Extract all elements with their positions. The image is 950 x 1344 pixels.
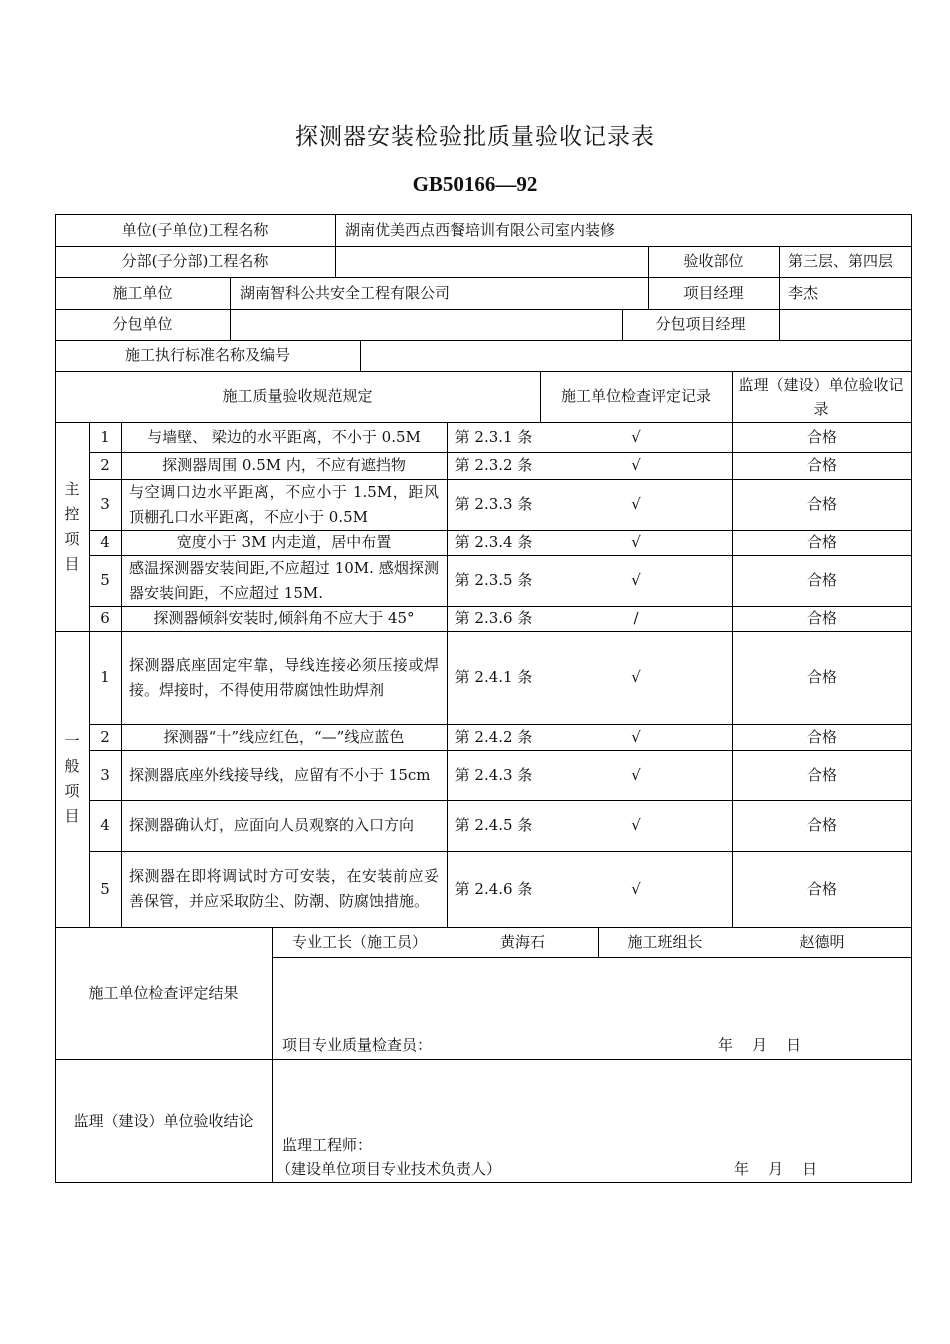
item-check-mark: √: [631, 495, 641, 513]
item-clause: 第 2.3.3 条: [454, 495, 533, 513]
item-number: 2: [100, 727, 110, 746]
inspector-label: 项目专业质量检查员：: [282, 1036, 433, 1054]
project-name-value: 湖南优美西点西餐培训有限公司室内装修: [345, 221, 616, 239]
item-result: 合格: [806, 427, 837, 446]
item-number: 5: [100, 879, 110, 898]
item-check-mark: √: [631, 533, 641, 551]
item-result: 合格: [806, 495, 837, 513]
item-check-mark: √: [631, 816, 641, 834]
item-result: 合格: [806, 765, 837, 784]
item-check-mark: √: [631, 456, 641, 474]
item-clause: 第 2.3.5 条: [454, 571, 533, 589]
construction-unit-label: 施工单位: [112, 283, 173, 302]
item-clause: 第 2.4.6 条: [454, 879, 533, 898]
item-spec: [121, 631, 447, 724]
sub-manager-label: 分包项目经理: [655, 315, 746, 333]
item-spec: [121, 800, 447, 851]
item-number: 1: [100, 427, 110, 446]
acceptance-part-label: 验收部位: [683, 252, 744, 270]
item-spec-text: 探测器倾斜安装时,倾斜角不应大于 45°: [153, 609, 415, 627]
project-manager-value: 李杰: [788, 284, 819, 302]
item-check-mark: √: [631, 879, 641, 898]
item-spec: [121, 452, 447, 479]
item-check-mark: √: [631, 668, 641, 686]
item-clause: 第 2.3.1 条: [454, 427, 533, 446]
item-check-mark: √: [631, 571, 641, 589]
item-spec-text: 与墙壁、 梁边的水平距离，不小于 0.5M: [147, 427, 421, 446]
item-spec: [121, 422, 447, 452]
team-leader-value: 赵德明: [799, 932, 845, 951]
item-result: 合格: [806, 571, 837, 589]
supervision-column-header: 监理（建设）单位验收记录: [738, 376, 904, 418]
standard-label: 施工执行标准名称及编号: [124, 346, 290, 364]
item-number: 1: [100, 668, 110, 686]
item-check-mark: √: [631, 727, 641, 746]
engineer-label: 监理工程师：: [282, 1136, 373, 1154]
owner-label: （建设单位项目专业技术负责人）: [276, 1160, 502, 1178]
item-result: 合格: [806, 456, 837, 474]
foreman-value: 黄海石: [499, 932, 545, 951]
item-number: 6: [100, 609, 110, 627]
item-spec: [121, 530, 447, 555]
item-spec-text: 探测器周围 0.5M 内，不应有遮挡物: [162, 456, 406, 474]
project-manager-label: 项目经理: [683, 283, 744, 302]
item-spec-text: 探测器底座外线接导线，应留有不小于 15cm: [129, 765, 431, 784]
item-number: 4: [100, 816, 110, 834]
item-spec: [121, 750, 447, 800]
item-result: 合格: [806, 668, 837, 686]
item-result: 合格: [806, 609, 837, 627]
item-spec: [121, 555, 447, 606]
item-clause: 第 2.3.2 条: [454, 456, 533, 474]
item-spec: [121, 479, 447, 530]
standard-code: GB50166—92: [412, 172, 538, 196]
subsection-label: 分部(子分部)工程名称: [121, 252, 269, 270]
date-1: 年 月 日: [718, 1036, 802, 1054]
item-spec: [121, 724, 447, 750]
item-result: 合格: [806, 879, 837, 898]
item-spec: [121, 851, 447, 927]
team-leader-label: 施工班组长: [627, 932, 703, 951]
item-check-mark: /: [633, 609, 639, 627]
item-check-mark: √: [631, 765, 641, 784]
item-result: 合格: [806, 727, 837, 746]
item-clause: 第 2.4.2 条: [454, 727, 533, 746]
item-clause: 第 2.4.3 条: [454, 765, 533, 784]
general-group-label: 一般项目: [64, 732, 80, 825]
item-result: 合格: [806, 533, 837, 551]
item-spec-text: 探测器确认灯，应面向人员观察的入口方向: [129, 816, 415, 834]
item-clause: 第 2.4.1 条: [454, 668, 533, 686]
item-clause: 第 2.3.6 条: [454, 609, 533, 627]
item-spec-text: 探测器在即将调试时方可安装，在安装前应妥善保管，并应采取防尘、防潮、防腐蚀措施。: [129, 867, 439, 910]
item-spec-text: 感温探测器安装间距,不应超过 10M. 感烟探测器安装间距，不应超过 15M.: [129, 558, 439, 602]
item-spec-text: 宽度小于 3M 内走道，居中布置: [176, 533, 392, 551]
item-number: 2: [100, 456, 110, 474]
item-number: 5: [100, 571, 110, 589]
item-spec-text: 探测器底座固定牢靠，导线连接必须压接或焊接。焊接时，不得使用带腐蚀性助焊剂: [129, 655, 439, 699]
check-column-header: 施工单位检查评定记录: [560, 387, 711, 405]
item-number: 3: [100, 765, 110, 784]
item-number: 4: [100, 533, 110, 551]
item-number: 3: [100, 495, 110, 513]
date-2: 年 月 日: [734, 1160, 818, 1178]
item-clause: 第 2.4.5 条: [454, 816, 533, 834]
item-spec-text: 探测器“十”线应红色，“—”线应蓝色: [163, 727, 405, 746]
item-spec-text: 与空调口边水平距离，不应小于 1.5M，距风顶棚孔口水平距离，不应小于 0.5M: [129, 482, 439, 526]
item-clause: 第 2.3.4 条: [454, 533, 533, 551]
construction-unit-value: 湖南智科公共安全工程有限公司: [240, 284, 451, 302]
acceptance-part-value: 第三层、第四层: [788, 252, 894, 270]
page-title: 探测器安装检验批质量验收记录表: [295, 124, 655, 150]
project-name-label: 单位(子单位)工程名称: [121, 220, 269, 239]
item-check-mark: √: [631, 427, 641, 446]
main-group-label: 主控项目: [64, 479, 80, 573]
spec-column-header: 施工质量验收规范规定: [222, 387, 373, 405]
subcontractor-label: 分包单位: [112, 315, 173, 333]
item-result: 合格: [806, 816, 837, 834]
foreman-label: 专业工长（施工员）: [291, 932, 427, 951]
supervision-conclusion-label: 监理（建设）单位验收结论: [73, 1111, 254, 1130]
item-spec: [121, 606, 447, 631]
construction-result-label: 施工单位检查评定结果: [88, 983, 239, 1002]
